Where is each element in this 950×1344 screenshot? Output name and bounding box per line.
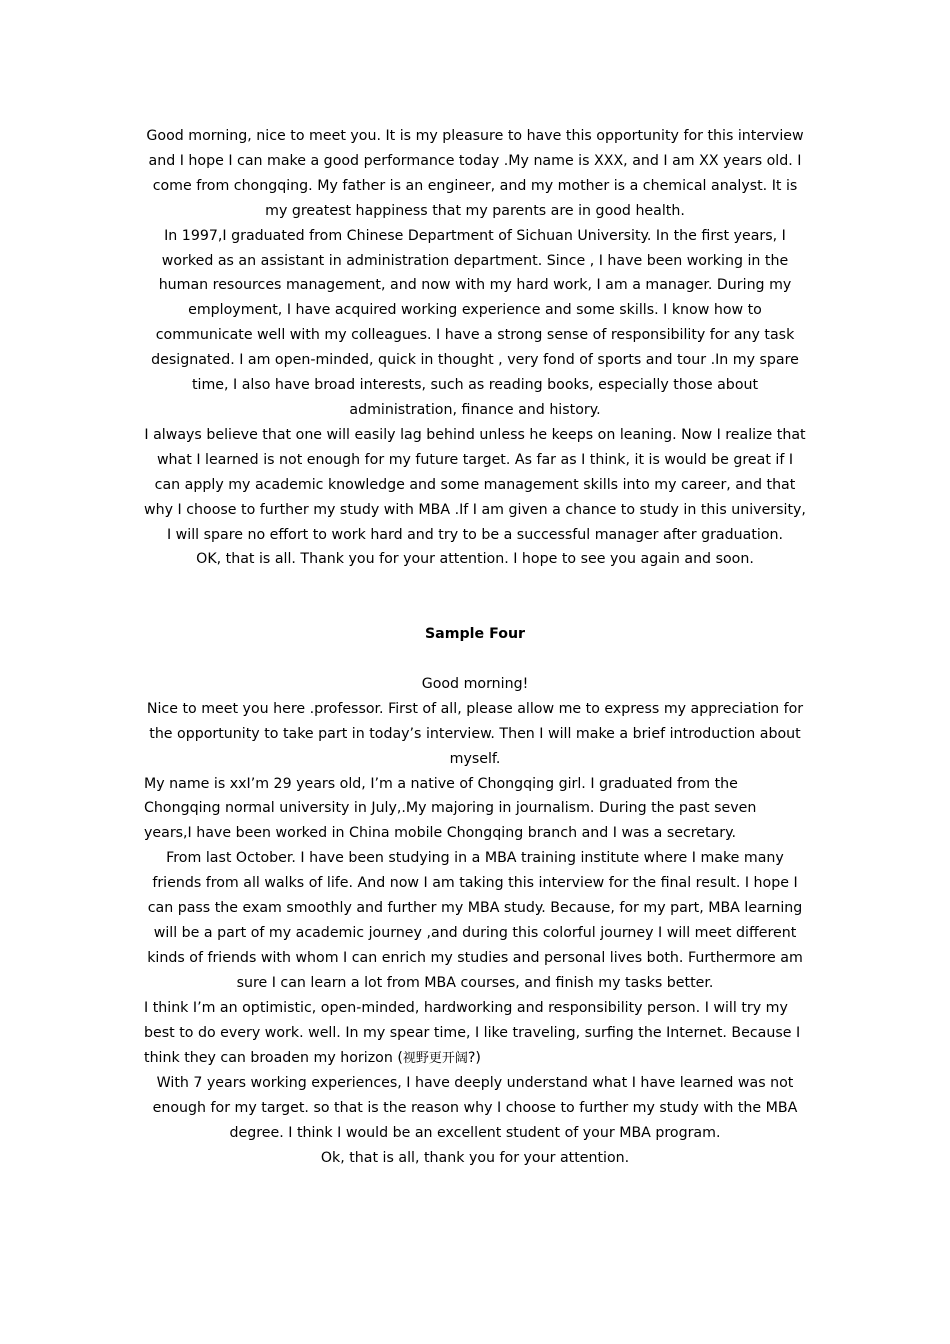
experience-paragraph: With 7 years working experiences, I have deeply understand what I have learned was not enough for my target. so that is the reason why I choose to further my study with the MBA degree. I think I would be an excellent student of your MBA program. — [152, 1075, 798, 1142]
heading-spacer — [144, 647, 806, 672]
closing-paragraph: OK, that is all. Thank you for your attention. I hope to see you again and soon. — [196, 551, 754, 568]
personality-paragraph — [144, 996, 806, 1072]
education-paragraph: In 1997,I graduated from Chinese Department of Sichuan University. In the first years, I worked as an assistant in administration department. Since , I have been working in the human resources management, and now with my hard work, I am a manager. During my employment, I have acquired working experience and some skills. I know how to communicate well with my colleagues. I have a strong sense of responsibility for any task designated. I am open-minded, quick in thought , very fond of sports and tour .In my spare time, I also have broad interests, such as reading books, especially those about administration, finance and history. — [151, 227, 799, 418]
personality-text: I think I’m an optimistic, open-minded, hardworking and responsibility person. I will try my best to do every work. well. In my spear time, I like traveling, surfing the Internet. Because I think they can broaden my horizon ( — [144, 999, 801, 1066]
bio-paragraph: My name is xxI’m 29 years old, I’m a native of Chongqing girl. I graduated from the Chongqing normal university in July,.My majoring in journalism. During the past seven years,I have been worked in China mobile Chongqing branch and I was a secretary. — [144, 775, 757, 842]
section-spacer — [144, 572, 806, 622]
document-page — [144, 124, 806, 1171]
section-heading: Sample Four — [424, 626, 526, 643]
sample-intro-paragraph: Nice to meet you here .professor. First of all, please allow me to express my appreciation for the opportunity to take part in today’s interview. Then I will make a brief introduction about myself. — [146, 700, 804, 767]
mba-paragraph: From last October. I have been studying in a MBA training institute where I make many friends from all walks of life. And now I am taking this interview for the final result. I hope I can pass the exam smoothly and further my MBA study. Because, for my part, MBA learning will be a part of my academic journey ,and during this colorful journey I will meet different kinds of friends with whom I can enrich my studies and personal lives both. Furthermore am sure I can learn a lot from MBA courses, and finish my tasks better. — [147, 850, 803, 991]
greeting-line: Good morning! — [421, 675, 529, 692]
personality-end-text: ?) — [467, 1049, 481, 1066]
personality-cjk-text: 视野更开阔 — [402, 1050, 468, 1066]
sample-closing-line: Ok, that is all, thank you for your attention. — [320, 1150, 630, 1167]
intro-paragraph: Good morning, nice to meet you. It is my pleasure to have this opportunity for this interview and I hope I can make a good performance today .My name is XXX, and I am XX years old. I come from chongqing. My father is an engineer, and my mother is a chemical analyst. It is my greatest happiness that my parents are in good health. — [146, 128, 804, 219]
goals-paragraph: I always believe that one will easily lag behind unless he keeps on leaning. Now I realize that what I learned is not enough for my future target. As far as I think, it is would be great if I can apply my academic knowledge and some management skills into my career, and that why I choose to further my study with MBA .If I am given a chance to study in this university, I will spare no effort to work hard and try to be a successful manager after graduation. — [144, 426, 806, 543]
